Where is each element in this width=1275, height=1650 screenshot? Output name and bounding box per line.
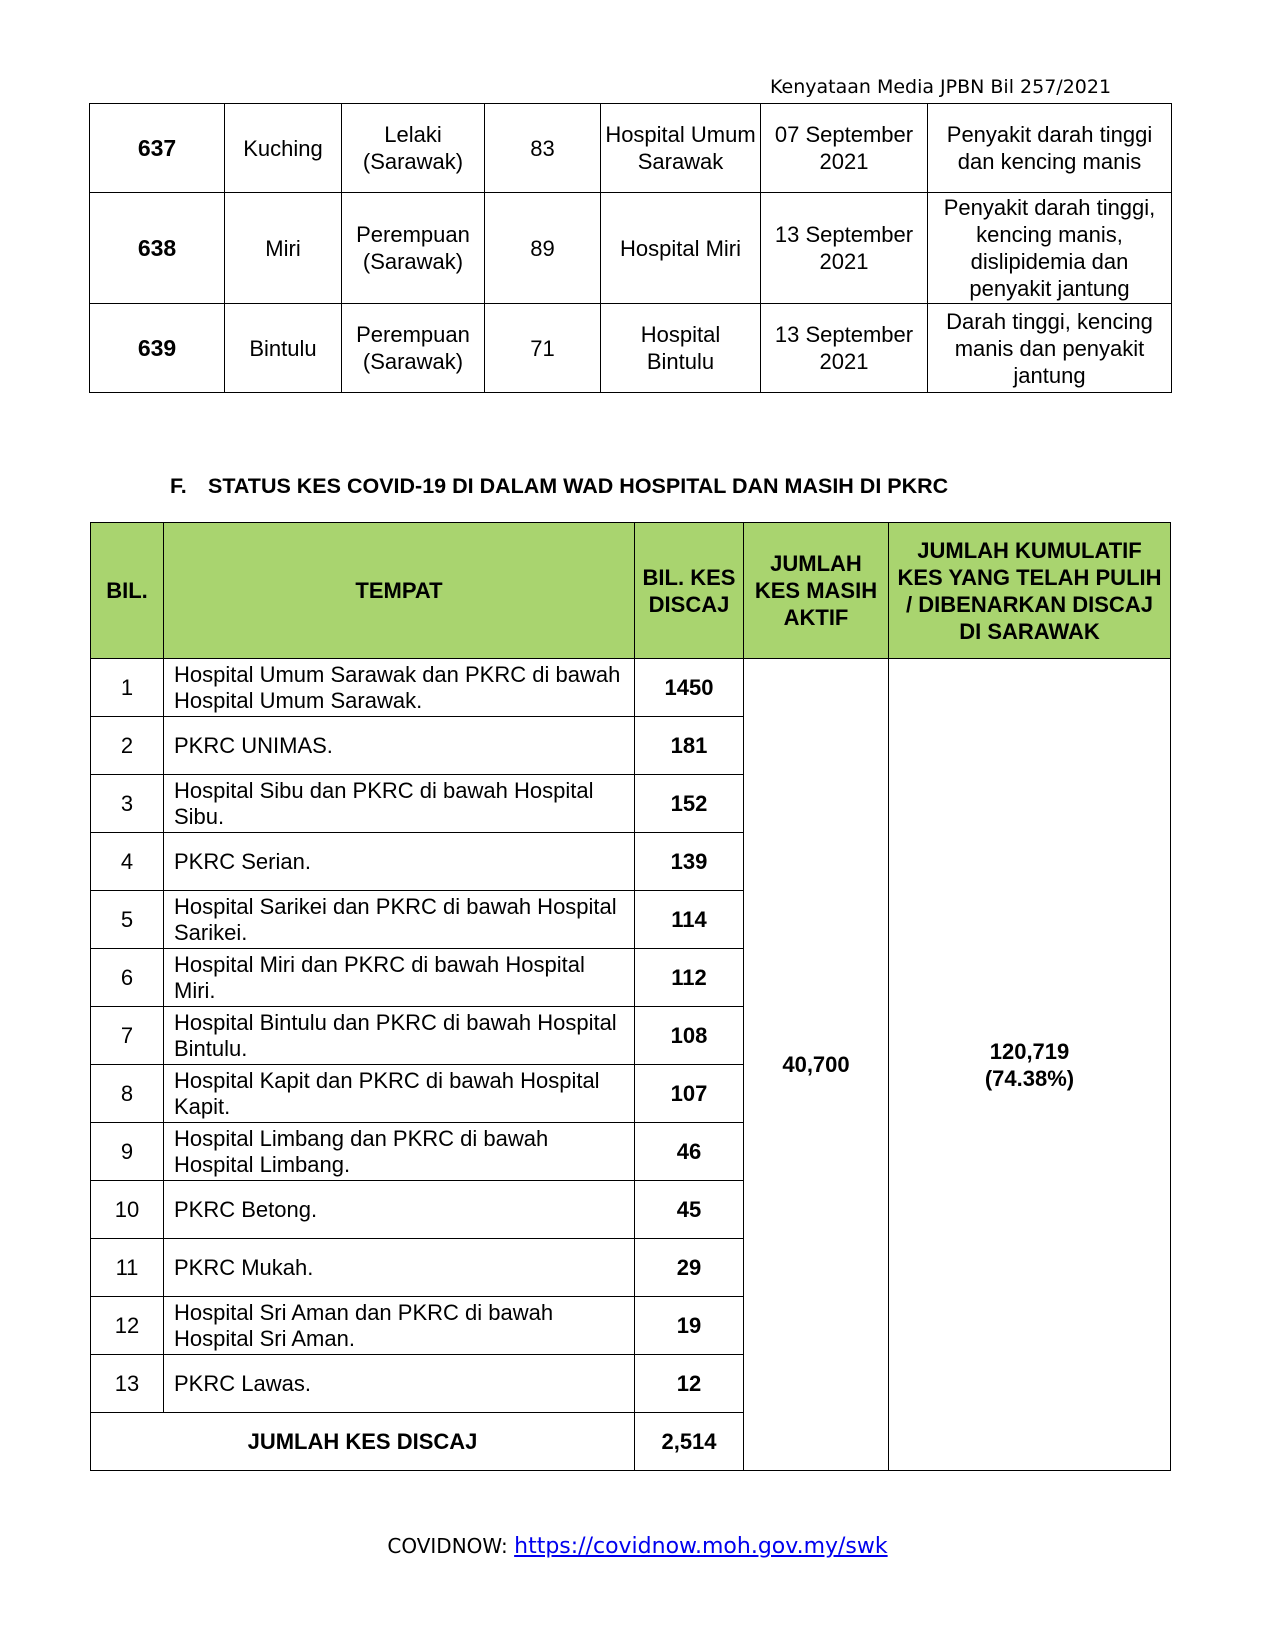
medical-history: Penyakit darah tinggi, kencing manis, dislipidemia dan penyakit jantung [928,193,1172,304]
place-name: Hospital Bintulu dan PKRC di bawah Hospital Bintulu. [164,1007,635,1065]
header-discaj: BIL. KES DISCAJ [635,523,744,659]
total-label: JUMLAH KES DISCAJ [91,1413,635,1471]
discharged-count: 19 [635,1297,744,1355]
district: Miri [225,193,342,304]
gender: Perempuan (Sarawak) [342,304,485,393]
case-number: 639 [90,304,225,393]
row-number: 11 [91,1239,164,1297]
medical-history: Darah tinggi, kencing manis dan penyakit jantung [928,304,1172,393]
date-of-death: 13 September 2021 [761,193,928,304]
row-number: 13 [91,1355,164,1413]
table-row [90,104,1172,193]
gender: Perempuan (Sarawak) [342,193,485,304]
table-row [90,193,1172,304]
place-name: PKRC Betong. [164,1181,635,1239]
medical-history: Penyakit darah tinggi dan kencing manis [928,104,1172,193]
gender: Lelaki (Sarawak) [342,104,485,193]
hospital: Hospital Umum Sarawak [601,104,761,193]
hospital: Hospital Bintulu [601,304,761,393]
row-number: 2 [91,717,164,775]
document-reference: Kenyataan Media JPBN Bil 257/2021 [770,76,1112,98]
discharged-count: 114 [635,891,744,949]
row-number: 7 [91,1007,164,1065]
active-cases: 40,700 [744,659,889,1471]
date-of-death: 07 September 2021 [761,104,928,193]
place-name: Hospital Sarikei dan PKRC di bawah Hospital Sarikei. [164,891,635,949]
row-number: 3 [91,775,164,833]
cumulative-recovered-cell [889,659,1171,1471]
header-tempat: TEMPAT [164,523,635,659]
place-name: PKRC Mukah. [164,1239,635,1297]
hospital: Hospital Miri [601,193,761,304]
header-kumulatif: JUMLAH KUMULATIF KES YANG TELAH PULIH / DIBENARKAN DISCAJ DI SARAWAK [889,523,1171,659]
discharged-count: 152 [635,775,744,833]
discharged-count: 46 [635,1123,744,1181]
place-name: PKRC Lawas. [164,1355,635,1413]
header-row [91,523,1171,659]
case-number: 637 [90,104,225,193]
age: 71 [485,304,601,393]
covidnow-link[interactable]: https://covidnow.moh.gov.my/swk [514,1534,888,1559]
discharged-count: 139 [635,833,744,891]
place-name: PKRC Serian. [164,833,635,891]
status-table [90,522,1171,1471]
row-number: 8 [91,1065,164,1123]
row-number: 4 [91,833,164,891]
discharged-count: 29 [635,1239,744,1297]
place-name: Hospital Sibu dan PKRC di bawah Hospital Sibu. [164,775,635,833]
place-name: Hospital Miri dan PKRC di bawah Hospital Miri. [164,949,635,1007]
section-heading: STATUS KES COVID-19 DI DALAM WAD HOSPITAL DAN MASIH DI PKRC [208,474,949,498]
discharged-count: 112 [635,949,744,1007]
place-name: Hospital Sri Aman dan PKRC di bawah Hospital Sri Aman. [164,1297,635,1355]
place-name: Hospital Kapit dan PKRC di bawah Hospital Kapit. [164,1065,635,1123]
place-name: Hospital Limbang dan PKRC di bawah Hospital Limbang. [164,1123,635,1181]
discharged-count: 181 [635,717,744,775]
header-aktif: JUMLAH KES MASIH AKTIF [744,523,889,659]
cumulative-recovered: 120,719 [989,1038,1070,1064]
discharged-count: 12 [635,1355,744,1413]
district: Bintulu [225,304,342,393]
discharged-count: 1450 [635,659,744,717]
row-number: 10 [91,1181,164,1239]
row-number: 1 [91,659,164,717]
section-letter: F. [170,474,187,498]
place-name: PKRC UNIMAS. [164,717,635,775]
row-number: 12 [91,1297,164,1355]
table-row [91,659,1171,717]
header-bil: BIL. [91,523,164,659]
table-row [90,304,1172,393]
discharged-count: 45 [635,1181,744,1239]
row-number: 5 [91,891,164,949]
cumulative-percent: (74.38%) [984,1065,1075,1091]
age: 89 [485,193,601,304]
footer-label: COVIDNOW: [387,1534,515,1558]
district: Kuching [225,104,342,193]
age: 83 [485,104,601,193]
total-discharged: 2,514 [635,1413,744,1471]
discharged-count: 107 [635,1065,744,1123]
date-of-death: 13 September 2021 [761,304,928,393]
deaths-table [89,103,1172,393]
case-number: 638 [90,193,225,304]
row-number: 9 [91,1123,164,1181]
footer [0,1534,1275,1559]
discharged-count: 108 [635,1007,744,1065]
row-number: 6 [91,949,164,1007]
place-name: Hospital Umum Sarawak dan PKRC di bawah Hospital Umum Sarawak. [164,659,635,717]
section-title [170,474,948,499]
